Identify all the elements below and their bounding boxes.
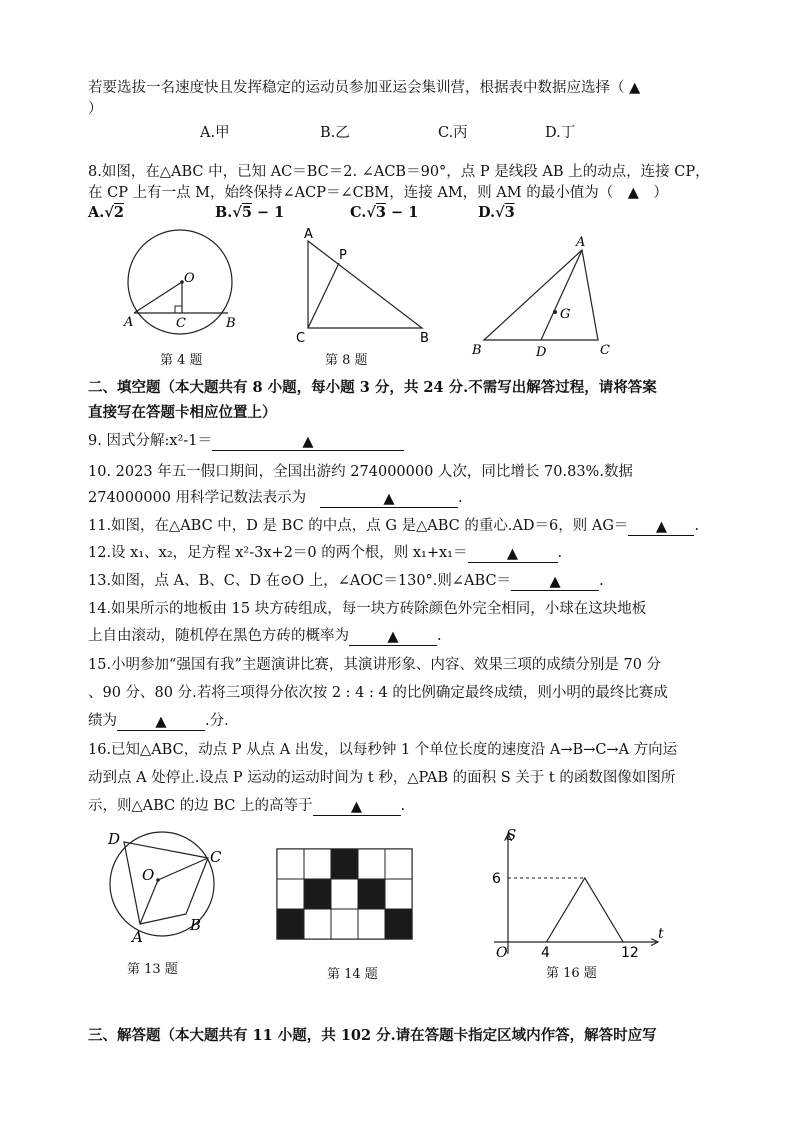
q13-answer-blank[interactable]: ▲ bbox=[511, 572, 599, 591]
fig16-caption: 第 16 题 bbox=[546, 966, 597, 981]
q10-answer-blank[interactable]: ▲ bbox=[320, 489, 458, 508]
fig16-label-s: S bbox=[506, 826, 517, 844]
fig16-graph-line bbox=[546, 878, 623, 942]
fig13-label-o: O bbox=[142, 866, 155, 884]
fig16-label-o: O bbox=[496, 945, 508, 961]
fig11-label-g: G bbox=[560, 307, 571, 322]
fig14-black-tile bbox=[277, 909, 304, 939]
fig4-right-angle-mark bbox=[175, 306, 182, 313]
fig11-label-c: C bbox=[600, 343, 610, 358]
q16-answer-blank[interactable]: ▲ bbox=[313, 797, 401, 816]
fig14-black-tile bbox=[385, 909, 412, 939]
figure-14 bbox=[276, 848, 416, 942]
q13: 13.如图，点 A、B、C、D 在⊙O 上，∠AOC＝130°.则∠ABC＝ ▲ . bbox=[88, 573, 604, 590]
fig13-label-c: C bbox=[210, 848, 222, 866]
fig8-triangle-abc bbox=[308, 241, 422, 328]
fig4-caption: 第 4 题 bbox=[160, 353, 203, 368]
figure-11 bbox=[470, 232, 620, 360]
fig11-median-ad bbox=[541, 250, 582, 340]
fig13-segment-oa bbox=[140, 880, 158, 924]
fig13-label-d: D bbox=[108, 830, 121, 848]
figure-16 bbox=[484, 826, 674, 962]
fig14-caption: 第 14 题 bbox=[327, 967, 378, 982]
fig8-label-a: A bbox=[304, 227, 313, 242]
fig4-label-b: B bbox=[226, 316, 236, 331]
fig13-center-dot bbox=[156, 878, 160, 882]
fig14-white-tile bbox=[277, 879, 304, 909]
q8-option-d: D.√3 bbox=[478, 204, 515, 221]
fig11-label-a: A bbox=[576, 235, 586, 250]
fig13-label-a: A bbox=[132, 928, 143, 946]
q10-line2: 274000000 用科学记数法表示为 ▲ . bbox=[88, 490, 463, 507]
q8-option-a: A.√2 bbox=[88, 204, 124, 221]
q7-stem-line2: ） bbox=[88, 101, 103, 117]
fig14-white-tile bbox=[385, 879, 412, 909]
fig14-black-tile bbox=[331, 849, 358, 879]
fig8-segment-cp bbox=[308, 263, 339, 328]
fig13-caption: 第 13 题 bbox=[127, 962, 178, 977]
fig8-caption: 第 8 题 bbox=[325, 353, 368, 368]
figure-8 bbox=[296, 225, 436, 345]
fig16-label-t: t bbox=[658, 926, 664, 942]
q15-answer-blank[interactable]: ▲ bbox=[117, 712, 205, 731]
fig4-label-c: C bbox=[176, 316, 186, 331]
fig14-white-tile bbox=[304, 849, 331, 879]
fig16-label-4: 4 bbox=[541, 945, 550, 961]
q14-line1: 14.如果所示的地板由 15 块方砖组成，每一块方砖除颜色外完全相同，小球在这块地板 bbox=[88, 601, 647, 617]
fig13-label-b: B bbox=[190, 916, 202, 934]
q7-option-d: D.丁 bbox=[545, 125, 576, 141]
fig14-white-tile bbox=[331, 909, 358, 939]
section2-header-line1: 二、填空题（本大题共有 8 小题，每小题 3 分，共 24 分.不需写出解答过程，请将答案 bbox=[88, 379, 657, 396]
q10-line1: 10. 2023 年五一假口期间，全国出游约 274000000 人次，同比增长 70.83%.数据 bbox=[88, 464, 633, 480]
q8-option-c: C.√3 − 1 bbox=[350, 204, 419, 221]
fig4-label-a: A bbox=[124, 315, 134, 330]
fig4-label-o: O bbox=[184, 271, 195, 286]
figure-13 bbox=[100, 828, 230, 950]
fig11-centroid-dot bbox=[553, 310, 557, 314]
fig11-triangle-abc bbox=[484, 250, 598, 340]
q7-stem-line1: 若要选拔一名速度快且发挥稳定的运动员参加亚运会集训营，根据表中数据应选择（ ▲ bbox=[88, 80, 641, 96]
fig14-white-tile bbox=[331, 879, 358, 909]
q16-line2: 动到点 A 处停止.设点 P 运动的运动时间为 t 秒，△PAB 的面积 S 关于 t 的函数图像如图所 bbox=[88, 770, 676, 786]
q12-answer-blank[interactable]: ▲ bbox=[468, 544, 558, 563]
fig8-label-b: B bbox=[420, 331, 429, 346]
q15-line1: 15.小明参加“强国有我”主题演讲比赛，其演讲形象、内容、效果三项的成绩分别是 70 分 bbox=[88, 657, 662, 673]
fig13-quadrilateral-abcd bbox=[124, 842, 208, 924]
q15-line2: 、90 分、80 分.若将三项得分依次按 2 : 4 : 4 的比例确定最终成绩，则小明的最终比赛成 bbox=[88, 685, 668, 701]
section2-header-line2: 直接写在答题卡相应位置上） bbox=[88, 404, 277, 421]
q9-answer-blank[interactable]: ▲ bbox=[212, 432, 404, 451]
fig14-black-tile bbox=[304, 879, 331, 909]
q8-option-b: B.√5 − 1 bbox=[215, 204, 285, 221]
q16-line1: 16.已知△ABC，动点 P 从点 A 出发，以每秒钟 1 个单位长度的速度沿 A→B→C→A 方向运 bbox=[88, 742, 678, 758]
q11: 11.如图，在△ABC 中，D 是 BC 的中点，点 G 是△ABC 的重心.AD＝6，则 AG＝ ▲ . bbox=[88, 518, 700, 535]
q11-answer-blank[interactable]: ▲ bbox=[628, 517, 694, 536]
fig14-black-tile bbox=[358, 879, 385, 909]
q12: 12.设 x₁、x₂，足方程 x²-3x+2＝0 的两个根，则 x₁+x₁＝ ▲ . bbox=[88, 545, 563, 562]
q14-answer-blank[interactable]: ▲ bbox=[349, 627, 437, 646]
q8-line2: 在 CP 上有一点 M，始终保持∠ACP＝∠CBM，连接 AM，则 AM 的最小值为（ ▲ ） bbox=[88, 185, 668, 201]
q7-option-b: B.乙 bbox=[320, 125, 350, 141]
figure-4 bbox=[118, 232, 258, 342]
fig16-label-6: 6 bbox=[492, 871, 501, 887]
fig11-label-d: D bbox=[536, 345, 547, 360]
q7-option-c: C.丙 bbox=[438, 125, 468, 141]
fig14-white-tile bbox=[358, 909, 385, 939]
q8-line1: 8.如图，在△ABC 中，已知 AC＝BC＝2. ∠ACB＝90°，点 P 是线段 AB 上的动点，连接 CP， bbox=[88, 164, 710, 180]
fig14-white-tile bbox=[277, 849, 304, 879]
q9: 9. 因式分解:x²-1＝ ▲ bbox=[88, 431, 404, 451]
fig8-label-p: P bbox=[339, 248, 347, 263]
fig14-white-tile bbox=[304, 909, 331, 939]
q15-line3: 绩为 ▲ .分. bbox=[88, 713, 229, 730]
fig11-label-b: B bbox=[472, 343, 482, 358]
q7-option-a: A.甲 bbox=[200, 125, 230, 141]
fig16-label-12: 12 bbox=[621, 945, 639, 961]
q14-line2: 上自由滚动，随机停在黑色方砖的概率为 ▲ . bbox=[88, 628, 442, 645]
q16-line3: 示，则△ABC 的边 BC 上的高等于 ▲ . bbox=[88, 798, 406, 815]
fig8-label-c: C bbox=[296, 331, 306, 346]
fig14-white-tile bbox=[358, 849, 385, 879]
fig14-white-tile bbox=[385, 849, 412, 879]
section3-header-line1: 三、解答题（本大题共有 11 小题，共 102 分.请在答题卡指定区域内作答，解答时应写 bbox=[88, 1027, 657, 1044]
